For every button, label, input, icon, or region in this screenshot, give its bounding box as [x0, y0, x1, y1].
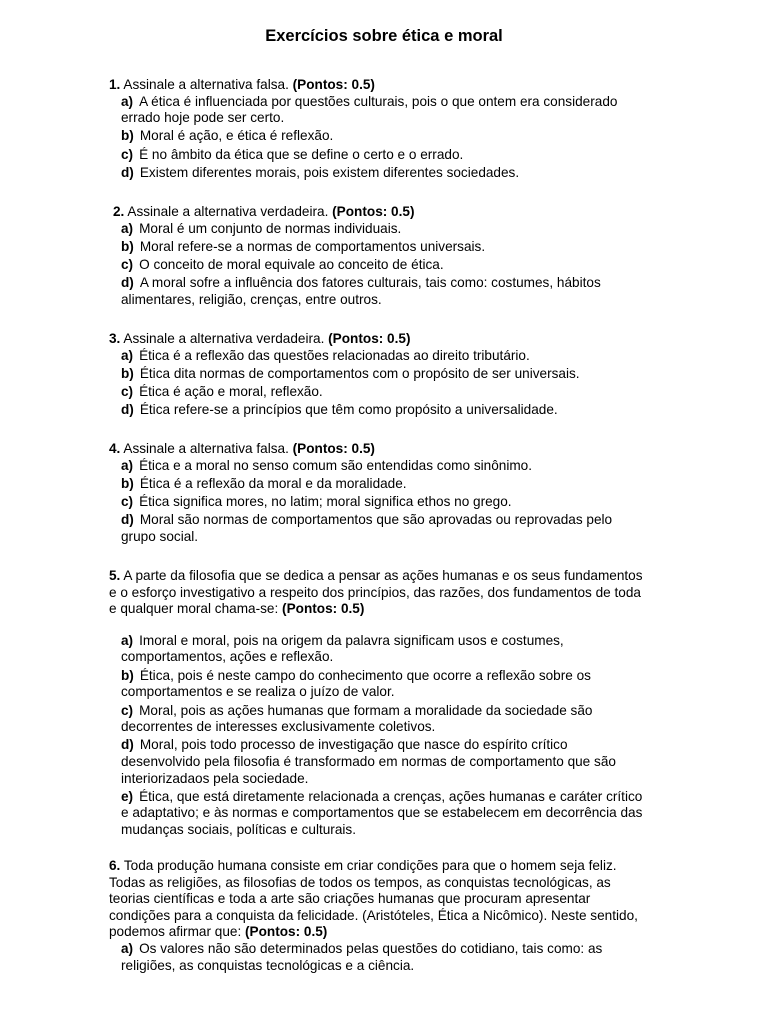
- option-text: Moral refere-se a normas de comportamentos universais.: [139, 238, 486, 254]
- option-letter: a): [121, 347, 134, 363]
- option-text: É no âmbito da ética que se define o certo e o errado.: [139, 146, 464, 162]
- option-text: O conceito de moral equivale ao conceito de ética.: [139, 257, 444, 273]
- question-points: (Pontos: 0.5): [292, 441, 375, 456]
- option-letter: d): [121, 402, 134, 418]
- question-3: [109, 331, 649, 421]
- question-4: [109, 441, 649, 547]
- option-d: [109, 737, 649, 787]
- question-1: [109, 77, 649, 183]
- option-a: [109, 941, 649, 974]
- option-text: Imoral e moral, pois na origem da palavra significam usos e costumes, comportamentos, ações e reflexão.: [121, 632, 564, 665]
- option-letter: b): [121, 475, 134, 491]
- question-number: 4.: [109, 441, 121, 456]
- option-c: [109, 703, 649, 736]
- question-2: [113, 204, 653, 310]
- question-text: Assinale a alternativa falsa.: [123, 441, 289, 456]
- option-letter: a): [121, 93, 134, 109]
- option-letter: b): [121, 128, 134, 144]
- option-a: [109, 348, 649, 365]
- option-text: Ética, pois é neste campo do conhecimento que ocorre a reflexão sobre os comportamentos e se realiza o juízo de valor.: [121, 667, 591, 700]
- option-text: Moral, pois as ações humanas que formam a moralidade da sociedade são decorrentes de interesses exclusivamente coletivos.: [121, 702, 593, 735]
- question-number: 1.: [109, 77, 121, 92]
- option-text: Existem diferentes morais, pois existem diferentes sociedades.: [139, 165, 520, 181]
- option-text: Ética é a reflexão da moral e da moralidade.: [139, 475, 407, 491]
- question-points: (Pontos: 0.5): [292, 77, 375, 92]
- option-letter: a): [121, 220, 134, 236]
- option-letter: c): [121, 257, 134, 273]
- option-letter: b): [121, 365, 134, 381]
- option-a: [109, 633, 649, 666]
- option-d: [109, 402, 649, 419]
- option-text: Ética é ação e moral, reflexão.: [139, 384, 323, 400]
- option-b: [109, 668, 649, 701]
- option-b: [109, 239, 653, 256]
- option-letter: a): [121, 457, 134, 473]
- question-stem: [109, 77, 649, 94]
- question-text: Assinale a alternativa verdadeira.: [127, 204, 329, 219]
- option-letter: b): [121, 238, 134, 254]
- option-letter: c): [121, 494, 134, 510]
- option-c: [109, 257, 653, 274]
- option-c: [109, 384, 649, 401]
- option-text: Moral é ação, e ética é reflexão.: [139, 128, 334, 144]
- option-text: A ética é influenciada por questões culturais, pois o que ontem era considerado errado hoje pode ser certo.: [121, 93, 618, 126]
- question-points: (Pontos: 0.5): [328, 331, 411, 346]
- option-text: Ética e a moral no senso comum são entendidas como sinônimo.: [139, 457, 533, 473]
- option-text: Moral são normas de comportamentos que são aprovadas ou reprovadas pelo grupo social.: [121, 512, 613, 545]
- question-stem: [109, 858, 649, 941]
- question-text: Assinale a alternativa falsa.: [123, 77, 289, 92]
- option-letter: d): [121, 737, 134, 753]
- option-letter: d): [121, 275, 134, 291]
- question-number: 6.: [109, 858, 121, 873]
- question-text: A parte da filosofia que se dedica a pensar as ações humanas e os seus fundamentos e o esforço investigativo a respeito dos princípios, das razões, dos fundamentos de toda e qualquer moral chama-se:: [109, 568, 643, 617]
- question-stem: [109, 331, 649, 348]
- question-6: [109, 858, 649, 976]
- question-points: (Pontos: 0.5): [332, 204, 415, 219]
- option-letter: d): [121, 512, 134, 528]
- option-letter: e): [121, 788, 134, 804]
- option-text: Ética, que está diretamente relacionada a crenças, ações humanas e caráter crítico e adaptativo; e às normas e comportamentos que se estabelecem em decorrência das mudanças sociais, políticas e culturais.: [121, 788, 643, 838]
- question-points: (Pontos: 0.5): [282, 601, 365, 617]
- question-stem: [109, 441, 649, 458]
- option-d: [109, 165, 649, 182]
- question-number: 3.: [109, 331, 121, 346]
- option-letter: d): [121, 165, 134, 181]
- option-d: [109, 512, 649, 545]
- option-letter: b): [121, 667, 134, 683]
- option-c: [109, 494, 649, 511]
- question-text: Assinale a alternativa verdadeira.: [123, 331, 325, 346]
- option-text: Ética significa mores, no latim; moral significa ethos no grego.: [139, 494, 512, 510]
- option-letter: a): [121, 632, 134, 648]
- option-letter: c): [121, 702, 134, 718]
- option-e: [109, 789, 649, 839]
- option-text: Ética é a reflexão das questões relacionadas ao direito tributário.: [139, 347, 530, 363]
- question-points: (Pontos: 0.5): [245, 924, 328, 940]
- option-c: [109, 147, 649, 164]
- question-5: [109, 568, 649, 840]
- option-a: [109, 94, 649, 127]
- option-text: Ética dita normas de comportamentos com o propósito de ser universais.: [139, 365, 580, 381]
- option-letter: c): [121, 146, 134, 162]
- option-a: [109, 458, 649, 475]
- option-letter: c): [121, 384, 134, 400]
- option-b: [109, 476, 649, 493]
- question-number: 5.: [109, 568, 121, 583]
- option-d: [109, 275, 653, 308]
- option-text: A moral sofre a influência dos fatores culturais, tais como: costumes, hábitos alimentares, religião, crenças, entre outros.: [121, 275, 601, 308]
- option-text: Ética refere-se a princípios que têm como propósito a universalidade.: [139, 402, 558, 418]
- question-number: 2.: [113, 204, 125, 219]
- option-letter: a): [121, 940, 134, 956]
- option-text: Moral, pois todo processo de investigação que nasce do espírito crítico desenvolvido pela filosofia é transformado em normas de comportamento que são interiorizadaos pela sociedade.: [121, 737, 616, 786]
- document-title: Exercícios sobre ética e moral: [265, 27, 503, 45]
- option-b: [109, 128, 649, 145]
- option-b: [109, 366, 649, 383]
- option-text: Moral é um conjunto de normas individuais.: [139, 220, 402, 236]
- option-text: Os valores não são determinados pelas questões do cotidiano, tais como: as religiões, as conquistas tecnológicas e a ciência.: [121, 940, 603, 973]
- option-a: [109, 221, 653, 238]
- question-stem: [113, 204, 653, 221]
- question-stem: [109, 568, 649, 618]
- question-text: Toda produção humana consiste em criar condições para que o homem seja feliz. Todas as religiões, as filosofias de todos os tempos, as conquistas tecnológicas, as teorias científicas e toda a arte são criações humanas que procuram apresentar condições para a conquista da felicidade. (Aristóteles, Ética a Nicômico). Neste sentido, podemos afirmar que:: [109, 858, 638, 940]
